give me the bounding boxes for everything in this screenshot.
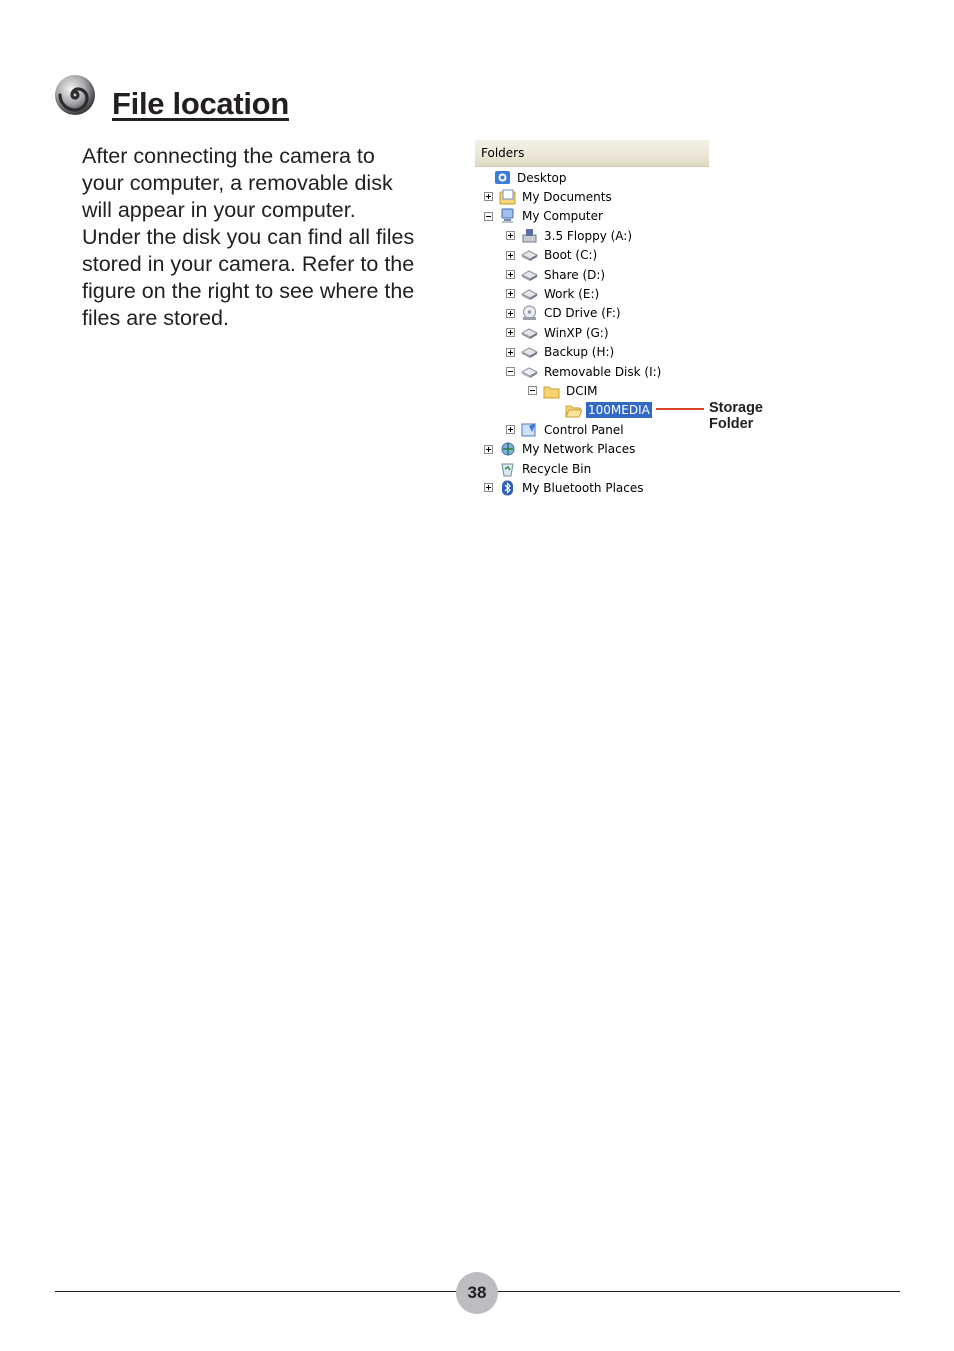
folders-header-label: Folders [481,146,525,160]
hard-drive-icon [521,344,538,360]
body-line: stored in your camera. Refer to the [82,252,415,276]
expander-spacer [550,406,559,415]
folders-header [475,140,709,167]
tree-item[interactable] [506,304,623,323]
spiral-icon [53,73,97,117]
body-line: will appear in your computer. [82,198,356,222]
expand-icon[interactable] [484,445,493,454]
tree-item[interactable] [506,226,634,245]
tree-item-label: My Network Places [522,442,636,457]
expand-icon[interactable] [506,328,515,337]
collapse-icon[interactable] [528,386,537,395]
collapse-icon[interactable] [484,212,493,221]
tree-item-label: My Computer [522,209,603,224]
cd-drive-icon [521,305,538,321]
my-documents-icon [499,189,516,205]
tree-item[interactable] [484,440,637,459]
folder-tree-panel [475,140,709,500]
floppy-drive-icon [521,228,538,244]
tree-item-label: 3.5 Floppy (A:) [544,228,633,243]
my-computer-icon [499,208,516,224]
expand-icon[interactable] [506,251,515,260]
tree-item[interactable] [506,284,601,303]
hard-drive-icon [521,267,538,283]
expand-icon[interactable] [506,289,515,298]
tree-item-label: Boot (C:) [544,248,598,263]
callout-line-2: Folder [709,416,754,432]
page-number-badge [456,1272,498,1314]
recycle-bin-icon [499,461,516,477]
tree-item[interactable] [484,207,605,226]
expand-icon[interactable] [506,425,515,434]
folder-open-icon [565,402,582,418]
tree-item-label: Share (D:) [544,267,606,282]
tree-item[interactable] [484,187,614,206]
tree-item[interactable] [506,362,663,381]
callout-line [656,408,704,410]
tree-item-label: DCIM [566,383,598,398]
tree-item-label: CD Drive (F:) [544,306,621,321]
control-panel-icon [521,422,538,438]
expand-icon[interactable] [506,231,515,240]
body-line: Under the disk you can find all files [82,225,415,249]
expander-spacer [484,464,493,473]
tree-item-label: Recycle Bin [522,461,592,476]
tree-item-label: Desktop [517,170,567,185]
body-line: After connecting the camera to [82,144,375,168]
tree-item-label: Control Panel [544,422,624,437]
tree-item-label: My Bluetooth Places [522,480,644,495]
network-places-icon [499,441,516,457]
tree-item-label: My Documents [522,189,612,204]
tree-item[interactable] [506,323,611,342]
callout-label [709,400,763,432]
expand-icon[interactable] [484,483,493,492]
tree-item[interactable] [506,420,626,439]
bluetooth-icon [499,480,516,496]
body-paragraph [82,143,442,332]
body-line: files are stored. [82,306,229,330]
tree-item[interactable] [506,343,616,362]
removable-disk-icon [521,364,538,380]
tree-item[interactable] [484,459,593,478]
tree-item-label: 100MEDIA [588,403,650,418]
expand-icon[interactable] [484,192,493,201]
hard-drive-icon [521,286,538,302]
expander-spacer [479,173,488,182]
folder-icon [543,383,560,399]
expand-icon[interactable] [506,309,515,318]
body-line: figure on the right to see where the [82,279,415,303]
callout-line-1: Storage [709,400,763,416]
tree-item-label: Backup (H:) [544,345,615,360]
expand-icon[interactable] [506,270,515,279]
page-title: File location [112,86,289,121]
hard-drive-icon [521,247,538,263]
collapse-icon[interactable] [506,367,515,376]
desktop-icon [494,170,511,186]
tree-item[interactable] [479,168,569,187]
tree-item[interactable] [506,265,607,284]
tree-item[interactable] [550,401,652,420]
tree-item-label: Removable Disk (I:) [544,364,662,379]
tree-item[interactable] [528,381,600,400]
tree-item[interactable] [484,478,646,497]
tree-item-label: Work (E:) [544,286,600,301]
page-number: 38 [467,1283,487,1302]
tree-item[interactable] [506,246,599,265]
tree-item-label: WinXP (G:) [544,325,609,340]
expand-icon[interactable] [506,348,515,357]
body-line: your computer, a removable disk [82,171,393,195]
hard-drive-icon [521,325,538,341]
